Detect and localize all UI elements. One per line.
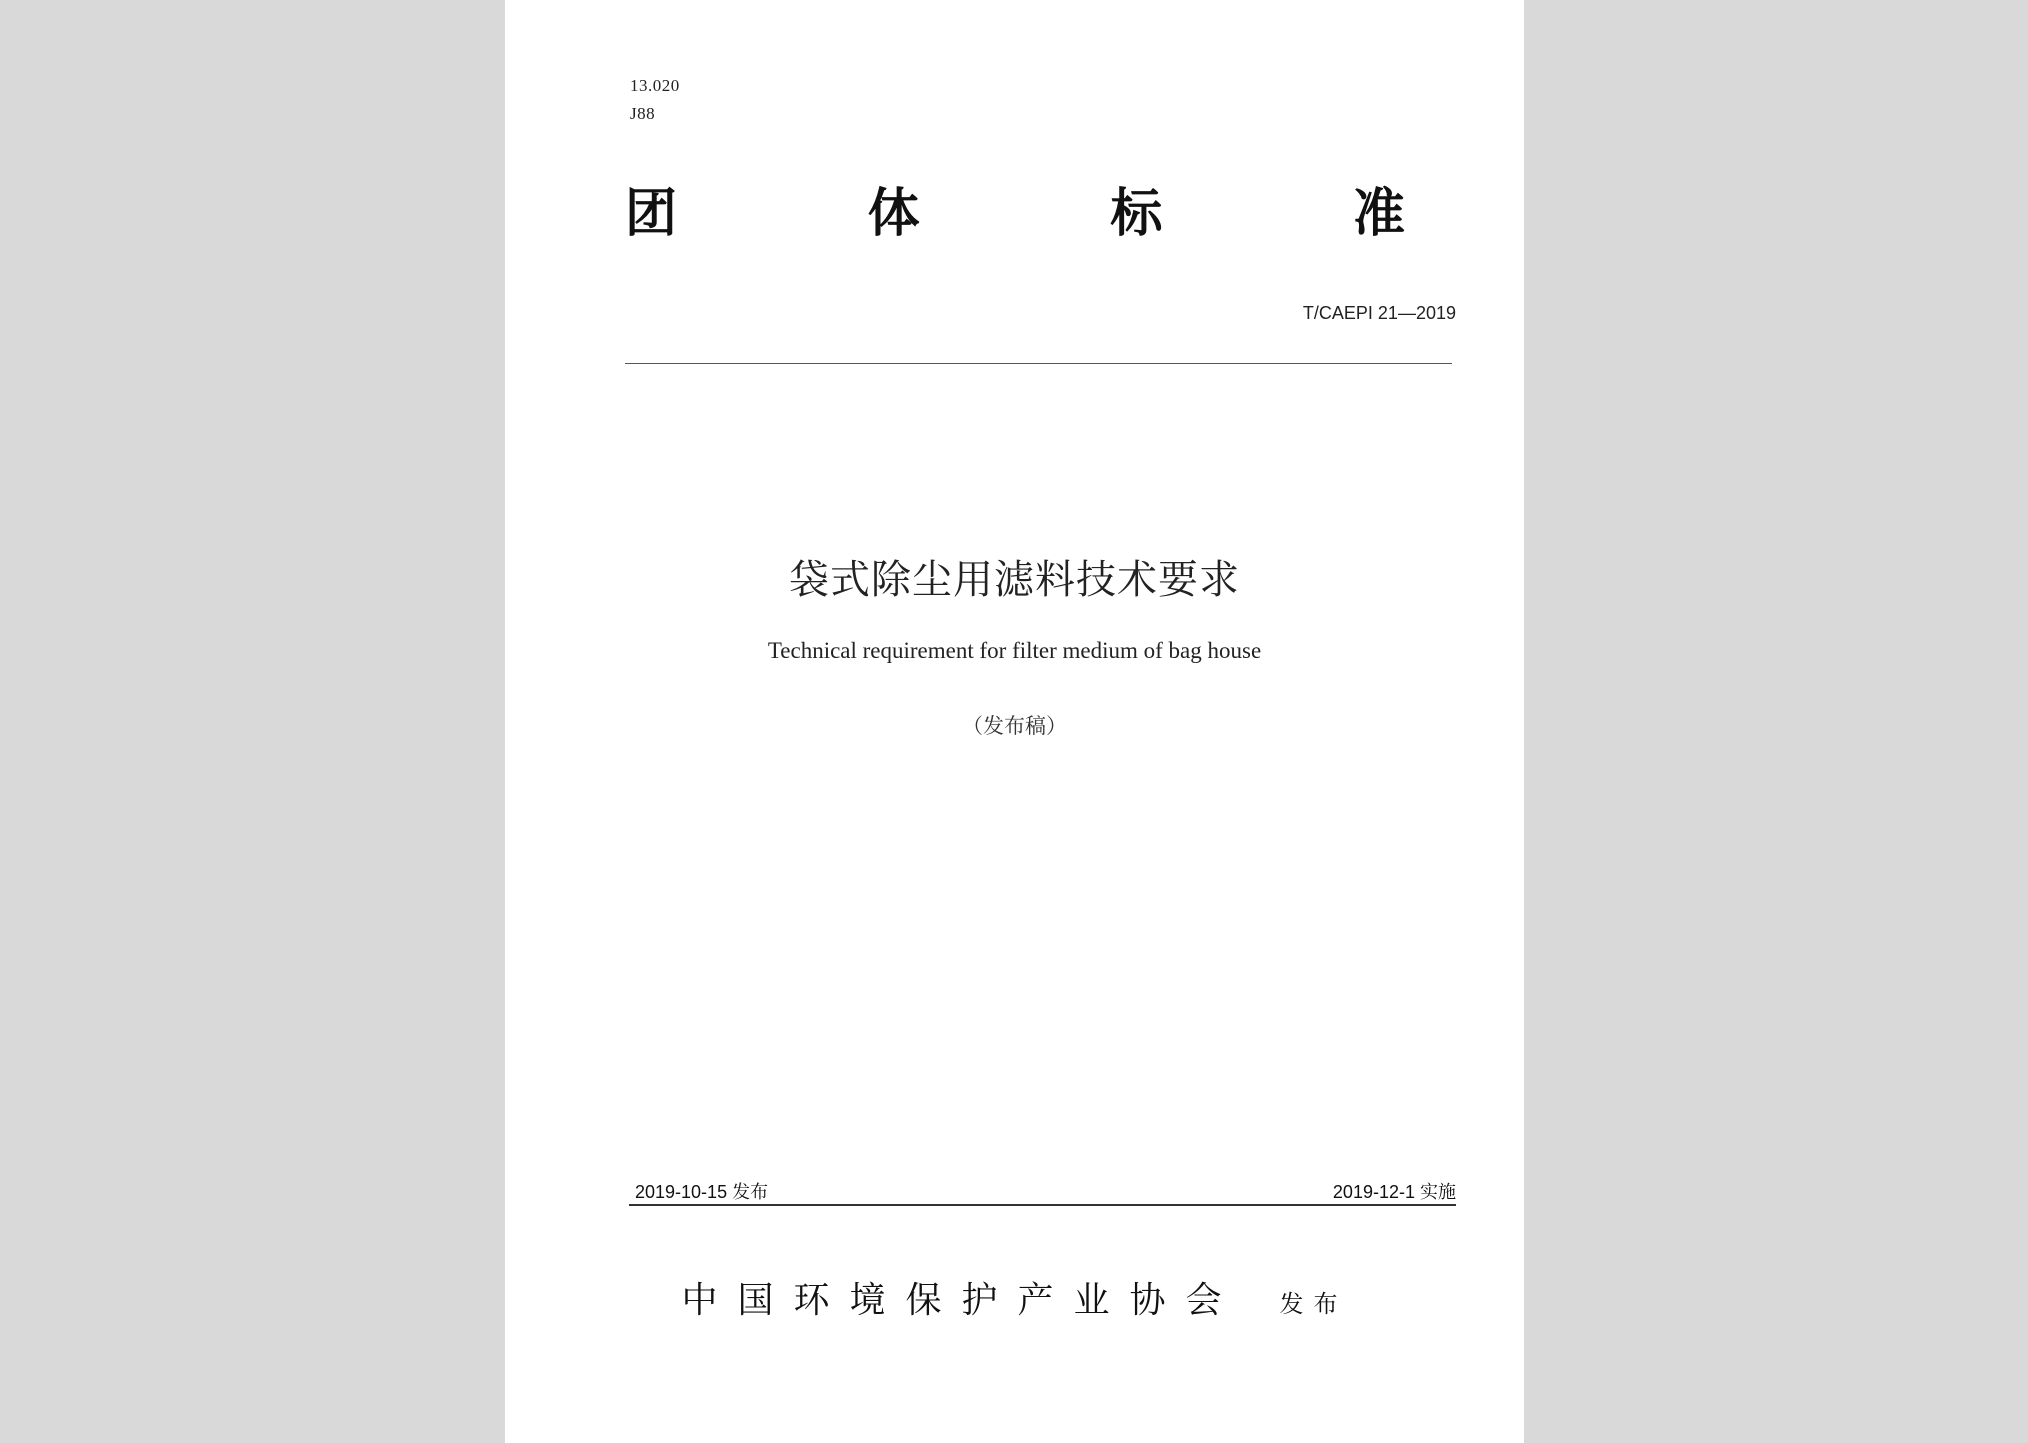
title-english: Technical requirement for filter medium of bag house (767, 638, 1262, 663)
standard-type-char: 准 (1352, 184, 1405, 244)
standard-number: T/CAEPI 21—2019 (1302, 303, 1456, 323)
header-divider (625, 363, 1452, 364)
ics-code: 13.020 (630, 76, 680, 95)
issue-date: 2019-10-15 发布 (635, 1182, 769, 1202)
publisher-line (505, 1272, 1524, 1323)
ccs-code: J88 (630, 104, 656, 123)
publisher-name: 中国环境保护产业协会 (681, 1280, 1242, 1321)
publisher-action: 发布 (1279, 1290, 1348, 1318)
title-chinese: 袋式除尘用滤料技术要求 (789, 557, 1240, 603)
footer-divider (629, 1204, 1456, 1206)
standard-type-char: 体 (867, 184, 920, 244)
draft-status: （发布稿） (962, 714, 1067, 738)
standard-type-char: 团 (625, 184, 678, 244)
implement-date: 2019-12-1 实施 (1332, 1182, 1456, 1202)
standard-type-heading (625, 184, 1405, 244)
standard-type-char: 标 (1110, 184, 1163, 244)
document-page (505, 0, 1524, 1443)
